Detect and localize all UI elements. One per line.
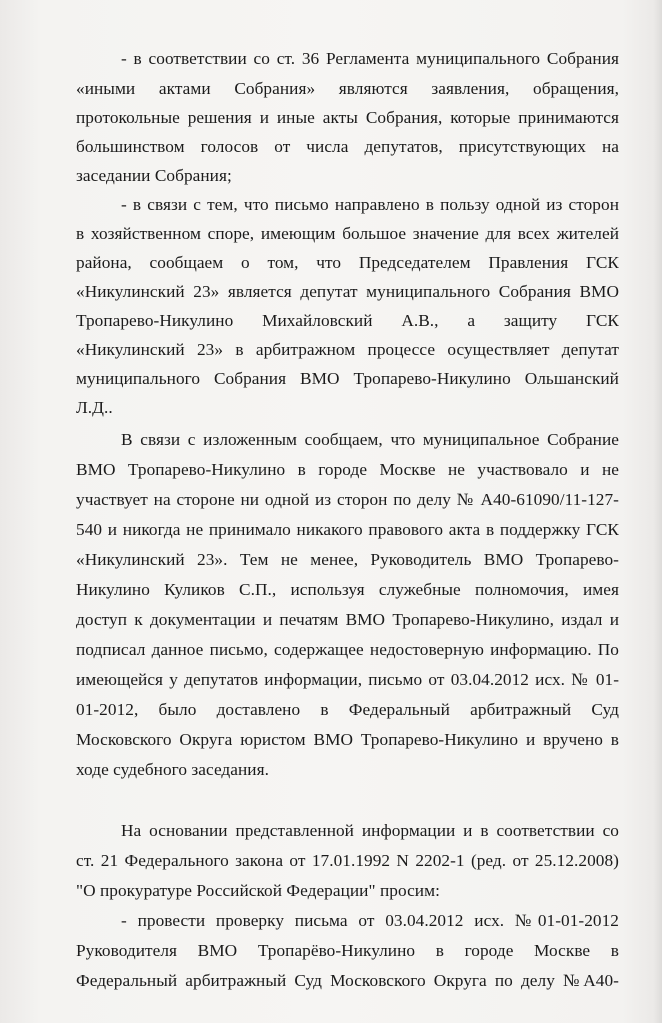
text-line: - провести проверку письма от 03.04.2012 исх. №01-01-2012 xyxy=(121,911,619,930)
text-line: Тропарево-Никулино Михайловский А.В., а защиту ГСК xyxy=(76,311,619,330)
text-line: 01-2012, было доставлено в Федеральный арбитражный Суд xyxy=(76,700,619,719)
text-line: 540 и никогда не принимало никакого правового акта в поддержку ГСК xyxy=(76,520,619,539)
text-line: района, сообщаем о том, что Председателем Правления ГСК xyxy=(76,253,619,272)
text-line: заседании Собрания; xyxy=(76,166,232,185)
text-line: ходе судебного заседания. xyxy=(76,760,269,779)
page-edge-shadow xyxy=(654,0,662,1023)
text-line: Л.Д.. xyxy=(76,398,113,417)
text-line: - в связи с тем, что письмо направлено в пользу одной из сторон xyxy=(121,195,619,214)
text-line: Никулино Куликов С.П., используя служебные полномочия, имея xyxy=(76,580,619,599)
text-line: «Никулинский 23». Тем не менее, Руководитель ВМО Тропарево- xyxy=(76,550,619,569)
text-line: В связи с изложенным сообщаем, что муниципальное Собрание xyxy=(121,430,619,449)
text-line: ст. 21 Федерального закона от 17.01.1992 N 2202-1 (ред. от 25.12.2008) xyxy=(76,851,619,870)
text-line: - в соответствии со ст. 36 Регламента муниципального Собрания xyxy=(121,49,619,68)
text-line: Московского Округа юристом ВМО Тропарево-Никулино и вручено в xyxy=(76,730,619,749)
text-line: подписал данное письмо, содержащее недостоверную информацию. По xyxy=(76,640,619,659)
text-line: Руководителя ВМО Тропарёво-Никулино в городе Москве в xyxy=(76,941,619,960)
text-line: На основании представленной информации и в соответствии со xyxy=(121,821,619,840)
text-line: участвует на стороне ни одной из сторон по делу № А40-61090/11-127- xyxy=(76,490,619,509)
text-line: Федеральный арбитражный Суд Московского Округа по делу №А40- xyxy=(76,971,619,990)
text-line: протокольные решения и иные акты Собрания, которые принимаются xyxy=(76,108,619,127)
text-line: большинством голосов от числа депутатов, присутствующих на xyxy=(76,137,619,156)
text-line: «Никулинский 23» в арбитражном процессе осуществляет депутат xyxy=(76,340,619,359)
text-line: доступ к документации и печатям ВМО Тропарево-Никулино, издал и xyxy=(76,610,619,629)
text-line: имеющейся у депутатов информации, письмо от 03.04.2012 исх. № 01- xyxy=(76,670,619,689)
text-line: «Никулинский 23» является депутат муниципального Собрания ВМО xyxy=(76,282,619,301)
text-line: ВМО Тропарево-Никулино в городе Москве не участвовало и не xyxy=(76,460,619,479)
text-line: "О прокуратуре Российской Федерации" просим: xyxy=(76,881,440,900)
text-line: «иными актами Собрания» являются заявления, обращения, xyxy=(76,79,619,98)
text-line: муниципального Собрания ВМО Тропарево-Никулино Ольшанский xyxy=(76,369,619,388)
text-line: в хозяйственном споре, имеющим большое значение для всех жителей xyxy=(76,224,619,243)
